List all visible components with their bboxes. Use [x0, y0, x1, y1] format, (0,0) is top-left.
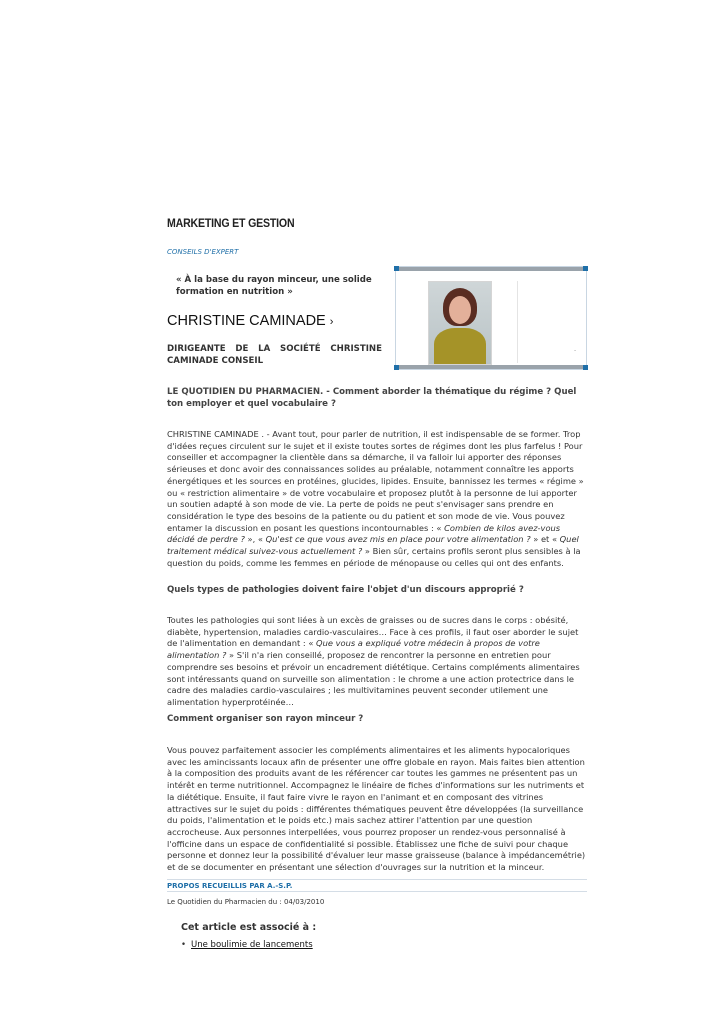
question-3: Comment organiser son rayon minceur ? [167, 714, 364, 724]
frame-top-bar [396, 267, 586, 271]
person-name-text: CHRISTINE CAMINADE [167, 313, 326, 329]
photo-frame [395, 266, 587, 370]
question-1: LE QUOTIDIEN DU PHARMACIEN. - Comment aborder la thématique du régime ? Quel ton employer et quel vocabulaire ? [167, 387, 577, 409]
question-quote: Combien de kilos avez-vous décidé de perdre ? [167, 522, 561, 545]
speaker-label: CHRISTINE CAMINADE . - [167, 429, 273, 439]
answer-3: Vous pouvez parfaitement associer les compléments alimentaires et les aliments hypocaloriques avec les amincissants locaux afin de présenter une offre globale en rayon. Mais faites bien attention à la composition des produits avant de les référencer car toutes les gammes ne présentent pas un intérêt en terme nutritionnel. Accompagnez le linéaire de fiches d'informations sur les nutriments et la diététique. Ensuite, il faut faire vivre le rayon en l'animant et en composant des vitrines attractives sur le sujet du poids : différentes thématiques peuvent être développées (la surveillance du poids, l'alimentation et le poids etc.) mais sachez attirer l'attention par une question accrocheuse. Aux personnes interpellées, vous pourrez proposer un rendez-vous personnalisé à l'officine dans un espace de confidentialité si possible. Établissez une fiche de suivi pour chaque personne et donnez leur la possibilité d'évaluer leur masse graisseuse (balance à impédancemétrie) et de se documenter en présentant une sélection d'ouvrages sur la nutrition et la minceur. [167, 745, 586, 873]
question-quote: Quel traitement médical suivez-vous actuellement ? [167, 534, 579, 557]
corner-mark [583, 365, 588, 370]
person-role: DIRIGEANTE DE LA SOCIÉTÉ CHRISTINE CAMINADE CONSEIL [167, 344, 382, 366]
corner-mark [394, 365, 399, 370]
answer-text: », « [244, 534, 266, 545]
answer-text: Avant tout, pour parler de nutrition, il est indispensable de se former. Trop d'idées reçues circulent sur le sujet et il existe toutes sortes de régimes dont les plus farfelus ! Pour conseiller et accompagner la clientèle dans sa démarche, il va falloir lui apporter des réponses sérieuses et donc avoir des connaissances solides au préalable, notamment connaître les apports énergétiques et les sources en protéines, glucides, lipides. Ensuite, bannissez les termes « régime » ou « restriction alimentaire » de votre vocabulaire et proposez plutôt à la personne de lui apporter un soutien adapté à son mode de vie. La perte de poids ne peut s'envisager sans prendre en considération le type des besoins de la patiente ou du patient et son mode de vie. Vous pouvez entamer la discussion en posant les questions incontournables : « [167, 429, 584, 533]
frame-bottom-bar [396, 365, 586, 369]
corner-mark [583, 266, 588, 271]
question-quote: Qu'est ce que vous avez mis en place pour votre alimentation ? [265, 534, 531, 545]
associated-list [181, 940, 313, 950]
associated-title: Cet article est associé à : [181, 922, 317, 933]
source-line: Le Quotidien du Pharmacien du : 04/03/2010 [167, 898, 325, 906]
photo-caption-mark: - [574, 347, 577, 354]
associated-article-link[interactable]: Une boulimie de lancements [191, 940, 313, 950]
person-name [167, 313, 333, 329]
question-quote: Que vous a expliqué votre médecin à propos de votre alimentation ? [167, 638, 540, 661]
corner-mark [394, 266, 399, 271]
answer-1 [167, 429, 587, 569]
section-title: MARKETING ET GESTION [167, 218, 295, 230]
answer-text: » et « [530, 534, 560, 545]
pull-quote: « À la base du rayon minceur, une solide formation en nutrition » [176, 275, 372, 297]
answer-text: Toutes les pathologies qui sont liées à un excès de graisses ou de sucres dans le corps : obésité, diabète, hypertension, maladies cardio-vasculaires… Face à ces profils, il faut oser aborder le sujet de l'alimentation en demandant : « [167, 615, 579, 649]
portrait-photo [428, 281, 492, 365]
rubric-label: CONSEILS D'EXPERT [167, 248, 239, 256]
chevron-right-icon: › [329, 316, 334, 328]
list-item [181, 940, 313, 950]
credit-line: PROPOS RECUEILLIS PAR A.-S.P. [167, 879, 587, 892]
answer-text: » Bien sûr, certains profils seront plus sensibles à la question du poids, comme les femmes en période de ménopause ou celles qui ont des enfants. [167, 546, 581, 568]
answer-text: » S'il n'a rien conseillé, proposez de rencontrer la personne en entretien pour comprendre ses besoins et prévoir un encadrement diététique. Certains compléments alimentaires sont intéressants quand on surveille son alimentation : le chrome a une action protectrice dans le cadre des maladies cardio-vasculaires ; les multivitamines peuvent seconder utilement une alimentation hyperprotéinée… [167, 650, 580, 707]
question-2: Quels types de pathologies doivent faire l'objet d'un discours approprié ? [167, 585, 524, 595]
answer-2 [167, 615, 587, 709]
photo-divider [517, 281, 518, 363]
